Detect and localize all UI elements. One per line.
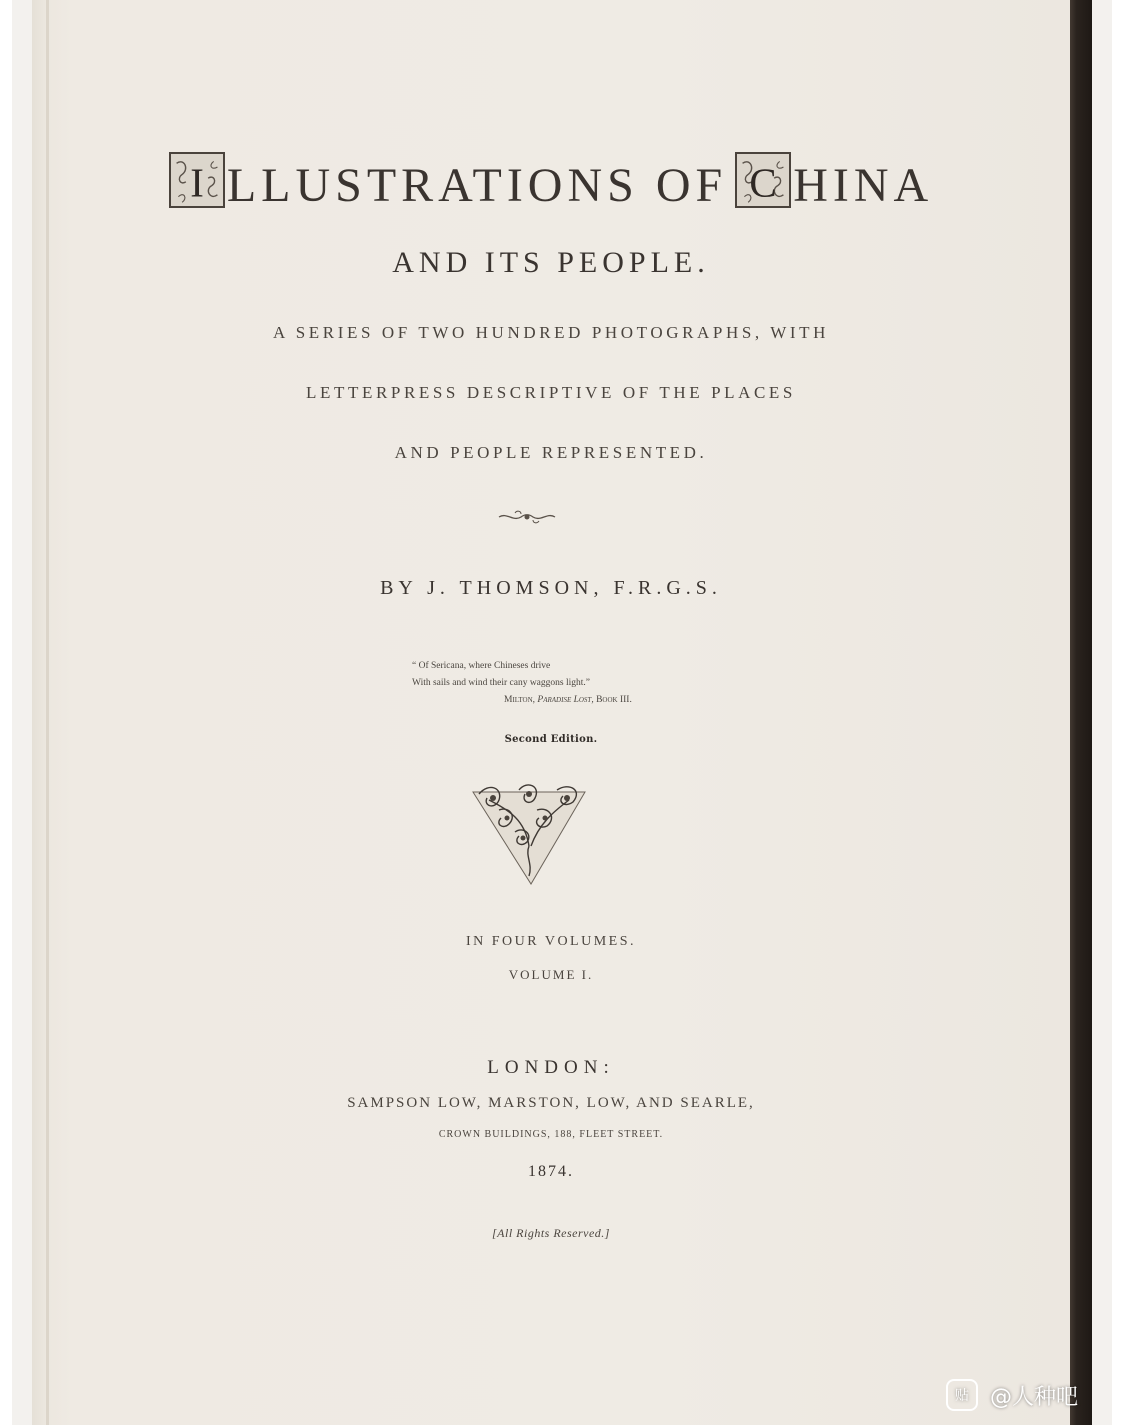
publication-year: 1874.: [528, 1163, 574, 1180]
gutter-line: [46, 0, 49, 1425]
fleuron-ornament: [497, 508, 557, 526]
book-right-edge: [1068, 0, 1092, 1425]
epigraph: [412, 658, 632, 709]
title-part-2: HINA: [793, 159, 934, 212]
epigraph-line-1: “ Of Sericana, where Chineses drive: [412, 661, 551, 671]
watermark-text: @人种吧: [990, 1384, 1079, 1410]
title-page: [32, 0, 1070, 1425]
title-part-1: LLUSTRATIONS OF: [226, 159, 728, 212]
series-line-1: A SERIES OF TWO HUNDRED PHOTOGRAPHS, WITH: [272, 323, 830, 342]
epigraph-author: Milton,: [504, 695, 536, 705]
decorated-initial-i: [169, 152, 225, 208]
rights-notice: [All Rights Reserved.]: [492, 1226, 610, 1240]
main-title: [32, 146, 1070, 210]
imprint-city: LONDON:: [487, 1057, 615, 1078]
volume-count: IN FOUR VOLUMES.: [465, 934, 637, 949]
epigraph-attribution: [504, 692, 632, 709]
epigraph-line-2: With sails and wind their cany waggons light.”: [412, 678, 590, 688]
epigraph-book: Book III.: [596, 695, 632, 705]
initial-letter-i: I: [190, 160, 204, 206]
epigraph-work: Paradise Lost,: [537, 695, 594, 705]
author-line: BY J. THOMSON, F.R.G.S.: [380, 577, 722, 599]
publisher-name: SAMPSON LOW, MARSTON, LOW, AND SEARLE,: [347, 1095, 755, 1111]
subtitle: AND ITS PEOPLE.: [392, 246, 710, 279]
publisher-address: CROWN BUILDINGS, 188, FLEET STREET.: [438, 1129, 664, 1140]
edition-label: Second Edition.: [504, 734, 598, 745]
series-line-3: AND PEOPLE REPRESENTED.: [394, 443, 708, 462]
decorated-initial-c: [735, 152, 791, 208]
series-line-2: LETTERPRESS DESCRIPTIVE OF THE PLACES: [306, 383, 796, 402]
volume-number: VOLUME I.: [508, 967, 594, 982]
floral-vignette: [469, 780, 589, 888]
watermark: [946, 1377, 1078, 1413]
initial-letter-c: C: [749, 160, 777, 206]
tieba-icon: 贴: [946, 1379, 978, 1411]
